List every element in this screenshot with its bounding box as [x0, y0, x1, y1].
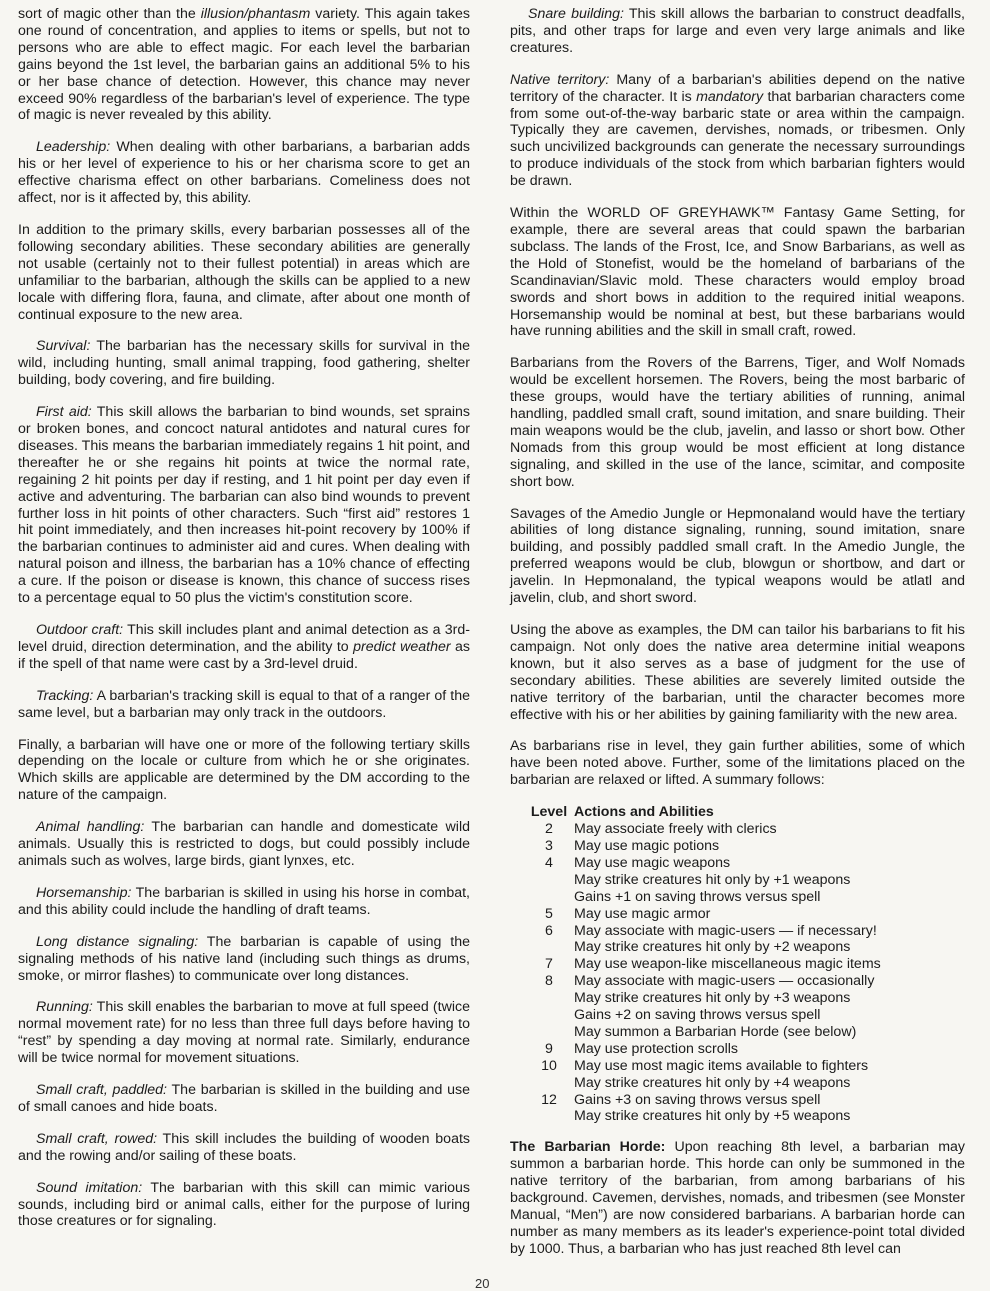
skill-term: Small craft, paddled: — [36, 1082, 167, 1099]
paragraph-secondary-intro: In addition to the primary skills, every barbarian possesses all of the following secondary abilities. These secondary abilities are generally not usable (certainly not to their fullest potential) in areas which are unfamiliar to the barbarian, although the skills can be applied to a new locale with differing flora, fauna, and climate, after about one month of continual exposure to the new area. — [18, 221, 470, 323]
ability-cell: May associate freely with clerics — [574, 821, 777, 838]
table-row — [524, 1058, 881, 1075]
level-cell: 12 — [541, 1091, 557, 1108]
skill-term: Sound imitation: — [36, 1179, 143, 1196]
table-row — [524, 1007, 881, 1024]
ability-cell: May strike creatures hit only by +2 weapons — [574, 939, 851, 956]
paragraph-barbarian-horde — [510, 1139, 965, 1257]
level-cell — [524, 1075, 574, 1092]
page-number: 20 — [475, 1276, 490, 1291]
skill-text: The barbarian with this skill can mimic various sounds, including bird or animal calls, either for the purpose of luring those creatures or for signaling. — [18, 1179, 470, 1230]
paragraph-rise-in-level: As barbarians rise in level, they gain further abilities, some of which have been noted above. Further, some of the limitations placed on the barbarian are relaxed or lifted. A summary follows: — [510, 738, 965, 789]
skill-text: that barbarian characters come from some out-of-the-way barbaric state or area within the campaign. Typically they are cavemen, dervishes, nomads, or tribesmen. Only such uncivilized backgrounds can generate the necessary surroundings to produce individuals of the stock from which barbarian fighters would be drawn. — [510, 88, 966, 190]
skill-text: This skill enables the barbarian to move at full speed (twice normal movement rate) for no less than three full days before having to “rest” by spending a day moving at normal rate. Similarly, endurance will be twice normal for movement situations. — [18, 999, 470, 1067]
ability-cell: May strike creatures hit only by +1 weapons — [574, 871, 851, 888]
ability-cell: May use most magic items available to fighters — [574, 1057, 869, 1074]
table-row — [524, 821, 881, 838]
left-column — [18, 6, 470, 1245]
level-cell: 5 — [545, 905, 553, 922]
skill-term: Long distance signaling: — [36, 933, 199, 950]
level-cell — [524, 872, 574, 889]
level-cell — [524, 939, 574, 956]
skill-term: Snare building: — [528, 6, 624, 22]
table-row — [524, 906, 881, 923]
section-text: Upon reaching 8th level, a barbarian may summon a barbarian horde. This horde can only be summoned in the native territory of the barbarian, from among barbarians of his background. Cavemen, dervishes, nomads, and tribesmen (see Monster Manual, “Men”) are now considered barbarians. A barbarian horde can number as many members as its leader's experience-point total divided by 1000. Thus, a barbarian who has just reached 8th level can — [510, 1139, 965, 1257]
paragraph-signaling — [18, 934, 470, 985]
text-span: sort of magic other than the — [18, 6, 201, 22]
table-row — [524, 889, 881, 906]
paragraph-native-territory — [510, 72, 965, 190]
skill-text: Many of a barbarian's abilities depend on the native territory of the character. It is — [510, 71, 965, 105]
skill-term: Animal handling: — [36, 819, 145, 836]
ability-cell: May strike creatures hit only by +4 weapons — [574, 1074, 851, 1091]
paragraph-animal-handling — [18, 819, 470, 870]
level-cell — [524, 889, 574, 906]
text-span: variety. This again takes one round of concentration, and applies to items or spells, but not to persons who are able to effect magic. For each level the barbarian gains beyond the 1st level, the barbarian gains an additional 5% to his or her base chance of detection. However, this chance may never exceed 90% regardless of the barbarian's level of experience. The type of magic is never revealed by this ability. — [18, 6, 470, 124]
table-row — [524, 956, 881, 973]
skill-text: The barbarian has the necessary skills for survival in the wild, including hunting, small animal trapping, food gathering, shelter building, body covering, and fire building. — [18, 338, 470, 389]
skill-text: The barbarian is skilled in using his horse in combat, and this ability could include the handling of draft teams. — [18, 884, 470, 918]
level-cell — [524, 1108, 574, 1125]
level-cell: 10 — [541, 1057, 557, 1074]
paragraph-savages: Savages of the Amedio Jungle or Hepmonaland would have the tertiary abilities of long distance signaling, running, sound imitation, snare building, and possibly paddled small craft. In the Amedio Jungle, the preferred weapons would be club, blowgun or shortbow, and dart or javelin. In Hepmonaland, the typical weapons would be atlatl and javelin, club, and short sword. — [510, 505, 965, 607]
level-cell: 4 — [545, 854, 553, 871]
paragraph-tracking — [18, 688, 470, 722]
section-heading: The Barbarian Horde: — [510, 1139, 666, 1156]
skill-text: The barbarian is capable of using the signaling methods of his native land (including such things as drums, smoke, or mirror flashes) to communicate over long distances. — [18, 933, 470, 984]
level-cell — [524, 1024, 574, 1041]
emphasis: illusion/phantasm — [200, 6, 311, 22]
ability-cell: May summon a Barbarian Horde (see below) — [574, 1023, 857, 1040]
ability-cell: May use magic weapons — [574, 854, 731, 871]
table-row — [524, 1108, 881, 1125]
table-row — [524, 990, 881, 1007]
skill-text: as if the spell of that name were cast by a 3rd-level druid. — [18, 638, 470, 672]
skill-term: Tracking: — [36, 687, 94, 704]
paragraph-snare-building — [510, 6, 965, 57]
paragraph-detect-magic — [18, 6, 470, 124]
skill-text: This skill includes the building of wooden boats and the rowing and/or sailing of these boats. — [18, 1130, 470, 1164]
paragraph-first-aid — [18, 404, 470, 607]
level-cell: 8 — [545, 973, 553, 990]
level-cell: 9 — [545, 1040, 553, 1057]
level-cell: 7 — [545, 956, 553, 973]
skill-term: Survival: — [36, 338, 91, 355]
skill-term: First aid: — [36, 404, 92, 421]
table-row — [524, 973, 881, 990]
paragraph-survival — [18, 338, 470, 389]
skill-text: This skill allows the barbarian to construct deadfalls, pits, and other traps for large and even very large animals and like creatures. — [510, 6, 965, 56]
table-row — [524, 923, 881, 940]
skill-term: Leadership: — [36, 139, 111, 156]
level-abilities-table — [524, 804, 881, 1125]
table-row — [524, 1092, 881, 1109]
skill-text: A barbarian's tracking skill is equal to that of a ranger of the same level, but a barbarian may only track in the outdoors. — [18, 687, 470, 721]
ability-cell: Gains +2 on saving throws versus spell — [574, 1007, 821, 1024]
abilities-header: Actions and Abilities — [574, 804, 714, 821]
ability-cell: Gains +1 on saving throws versus spell — [574, 888, 821, 905]
emphasis: mandatory — [696, 88, 764, 105]
level-header: Level — [530, 804, 568, 821]
skill-term: Outdoor craft: — [36, 622, 124, 638]
table-row — [524, 872, 881, 889]
skill-term: Native territory: — [510, 71, 610, 88]
right-column — [510, 6, 965, 1273]
level-cell: 6 — [545, 922, 553, 939]
paragraph-small-craft-paddled — [18, 1082, 470, 1116]
table-row — [524, 1041, 881, 1058]
ability-cell: May use protection scrolls — [574, 1040, 739, 1057]
ability-cell: May strike creatures hit only by +5 weapons — [574, 1108, 851, 1125]
paragraph-sound-imitation — [18, 1180, 470, 1231]
ability-cell: May associate with magic-users — occasionally — [574, 973, 875, 990]
paragraph-examples: Using the above as examples, the DM can tailor his barbarians to fit his campaign. Not only does the native area determine initial weapons known, but it also serves as a base of judgment for the use of secondary abilities. These abilities are severely limited outside the native territory of the barbarian, until the character becomes more effective with his or her abilities by gaining familiarity with the new area. — [510, 622, 965, 723]
table-body — [524, 821, 881, 1125]
paragraph-greyhawk: Within the WORLD OF GREYHAWK™ Fantasy Game Setting, for example, there are several areas that could spawn the barbarian subclass. The lands of the Frost, Ice, and Snow Barbarians, as well as the Hold of Stonefist, would be the homeland of barbarians of the Scandinavian/Slavic mold. These characters would employ broad swords and short bows in addition to the required initial weapons. Horsemanship would be nominal at best, but these barbarians would have running abilities and the skill in small craft, rowed. — [510, 205, 965, 340]
skill-text: This skill allows the barbarian to bind wounds, set sprains or broken bones, and concoct natural antidotes and natural cures for diseases. This means the barbarian immediately regains 1 hit point, and thereafter he or she regains hit points at twice the normal rate, regaining 2 hit points per day if resting, and 1 hit point per day even if active and adventuring. The barbarian can also bind wounds to prevent further loss in hit points of other characters. Such “first aid” restores 1 hit point immediately, and then increases hit-point recovery by 100% if the barbarian continues to administer aid and cures. When dealing with natural poison and illness, the barbarian has a 10% chance of effecting a cure. If the poison or disease is known, this chance of success rises to a percentage equal to 50 plus the victim's constitution score. — [18, 404, 470, 607]
skill-text: When dealing with other barbarians, a barbarian adds his or her level of experience to his or her charisma score to get an effective charisma effect on other barbarians. Comeliness does not affect, nor is it affected by, this ability. — [18, 139, 470, 207]
skill-term: Running: — [36, 999, 93, 1016]
ability-cell: Gains +3 on saving throws versus spell — [574, 1091, 821, 1108]
ability-cell: May use magic armor — [574, 905, 711, 922]
table-row — [524, 855, 881, 872]
level-cell: 2 — [545, 821, 553, 838]
table-row — [524, 838, 881, 855]
paragraph-running — [18, 999, 470, 1067]
table-header-row — [524, 804, 881, 821]
paragraph-tertiary-intro: Finally, a barbarian will have one or more of the following tertiary skills depending on the locale or culture from which he or she originates. Which skills are applicable are determined by the DM according to the nature of the campaign. — [18, 736, 470, 804]
level-cell — [524, 1007, 574, 1024]
table-row — [524, 1075, 881, 1092]
skill-text: The barbarian is skilled in the building and use of small canoes and hide boats. — [18, 1082, 470, 1115]
paragraph-outdoor-craft — [18, 622, 470, 673]
skill-term: Small craft, rowed: — [36, 1130, 158, 1147]
skill-term: Horsemanship: — [36, 884, 132, 901]
ability-cell: May use magic potions — [574, 837, 720, 854]
ability-cell: May strike creatures hit only by +3 weapons — [574, 990, 851, 1007]
level-cell — [524, 990, 574, 1007]
ability-cell: May associate with magic-users — if necessary! — [574, 922, 877, 939]
paragraph-small-craft-rowed — [18, 1131, 470, 1165]
skill-text: This skill includes plant and animal detection as a 3rd-level druid, direction determination, and the ability to — [18, 622, 470, 655]
ability-cell: May use weapon-like miscellaneous magic items — [574, 956, 881, 973]
paragraph-horsemanship — [18, 885, 470, 919]
paragraph-leadership — [18, 139, 470, 207]
table-row — [524, 1024, 881, 1041]
table-row — [524, 939, 881, 956]
paragraph-rovers: Barbarians from the Rovers of the Barrens, Tiger, and Wolf Nomads would be excellent horsemen. The Rovers, being the most barbaric of these groups, would have the tertiary abilities of running, animal handling, paddled small craft, sound imitation, and snare building. Their main weapons would be the club, javelin, and lasso or short bow. Other Nomads from this group would be most efficient at long distance signaling, and skilled in the use of the lance, scimitar, and composite short bow. — [510, 355, 965, 490]
skill-text: The barbarian can handle and domesticate wild animals. Usually this is restricted to dogs, but could possibly include animals such as wolves, large birds, giant lynxes, etc. — [18, 819, 470, 869]
emphasis: predict weather — [353, 638, 451, 655]
level-cell: 3 — [545, 837, 553, 854]
